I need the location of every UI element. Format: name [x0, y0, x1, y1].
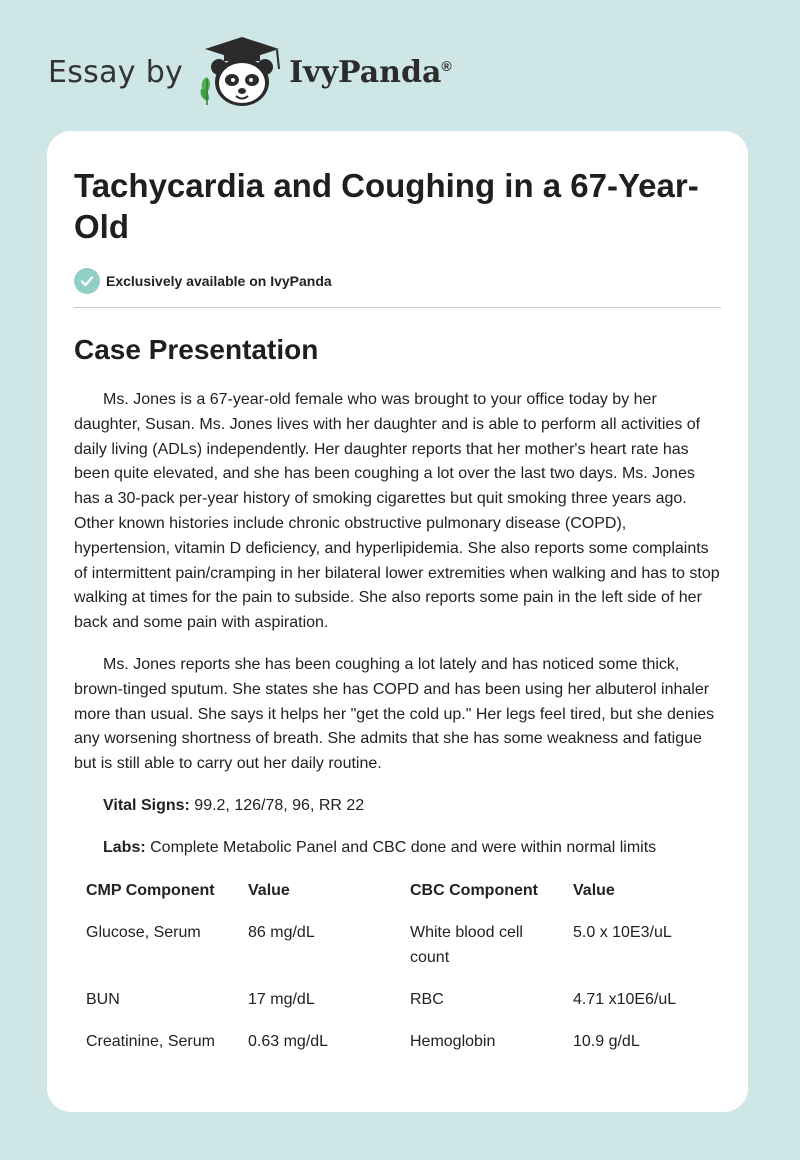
table-cell: 0.63 mg/dL [248, 1032, 329, 1050]
labs-value: Complete Metabolic Panel and CBC done and were within normal limits [145, 838, 657, 856]
table-row [79, 920, 706, 987]
vital-signs-label: Vital Signs: [103, 796, 190, 814]
exclusive-badge [74, 268, 721, 294]
table-header-row [79, 878, 706, 920]
lab-results-table [79, 878, 706, 1071]
table-cell: White blood cell count [410, 923, 523, 966]
column-header: Value [248, 881, 290, 899]
panda-logo-icon [197, 35, 287, 109]
brand-name: IvyPanda® [289, 54, 452, 90]
column-header: Value [573, 881, 615, 899]
labs-summary [74, 836, 721, 861]
table-cell: Creatinine, Serum [86, 1032, 215, 1050]
table-cell: 86 mg/dL [248, 923, 315, 941]
divider [74, 307, 721, 308]
table-cell: Glucose, Serum [86, 923, 201, 941]
table-row [79, 987, 706, 1029]
brand-header [48, 36, 452, 108]
check-icon [74, 268, 100, 294]
document-card [47, 131, 748, 1112]
table-row [79, 1029, 706, 1071]
table-cell: 4.71 x10E6/uL [573, 990, 677, 1008]
section-title: Case Presentation [74, 334, 319, 365]
table-cell: 5.0 x 10E3/uL [573, 923, 672, 941]
table-cell: RBC [410, 990, 444, 1008]
table-cell: BUN [86, 990, 120, 1008]
table-cell: 10.9 g/dL [573, 1032, 640, 1050]
brand-prefix: Essay by [48, 54, 184, 90]
vital-signs [74, 794, 721, 819]
vital-signs-value: 99.2, 126/78, 96, RR 22 [189, 796, 365, 814]
labs-label: Labs: [103, 838, 146, 856]
table-cell: 17 mg/dL [248, 990, 315, 1008]
column-header: CBC Component [410, 881, 538, 899]
document-title: Tachycardia and Coughing in a 67-Year-Old [74, 167, 699, 245]
paragraph: Ms. Jones reports she has been coughing a lot lately and has noticed some thick, brown-tinged sputum. She states she has COPD and has been using her albuterol inhaler more than usual. She says it helps her "get the cold up." Her legs feel tired, but she denies any worsening shortness of breath. She admits that she has some weakness and fatigue but is still able to carry out her daily routine. [74, 655, 715, 773]
paragraph: Ms. Jones is a 67-year-old female who was brought to your office today by her daughter, Susan. Ms. Jones lives with her daughter and is able to perform all activities of daily living (ADLs) independently. Her daughter reports that her mother's heart rate has been quite elevated, and she has been coughing a lot over the last two days. Ms. Jones has a 30-pack per-year history of smoking cigarettes but quit smoking three years ago. Other known histories include chronic obstructive pulmonary disease (COPD), hypertension, vitamin D deficiency, and hyperlipidemia. She also reports some complaints of intermittent pain/cramping in her bilateral lower extremities when walking and has to stop walking at times for the pain to subside. She also reports some pain in the left side of her back and some pain with aspiration. [74, 391, 720, 632]
column-header: CMP Component [86, 881, 215, 899]
table-cell: Hemoglobin [410, 1032, 496, 1050]
exclusive-note: Exclusively available on IvyPanda [106, 273, 332, 289]
